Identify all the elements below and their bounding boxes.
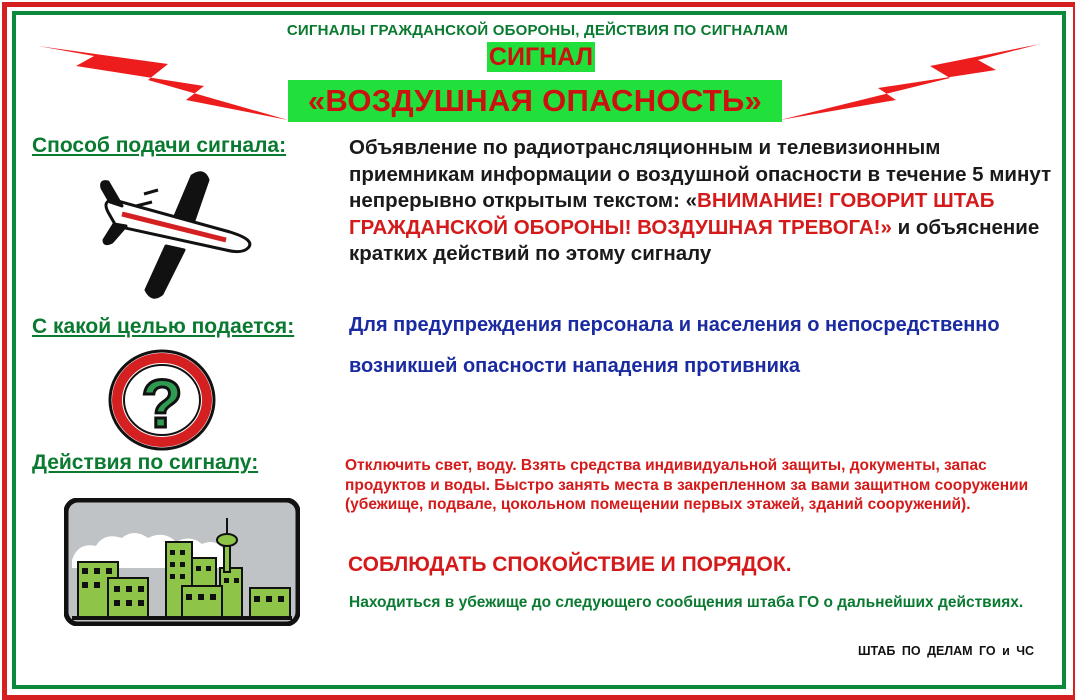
actions-text: Отключить свет, воду. Взять средства индивидуальной защиты, документы, запас продуктов и воды. Быстро занять места в закрепленном за вами защитном сооружении (убежище, подвале, цокольном помещении первых этажей, зданий сооружений). [345,457,1029,513]
method-alert: ВНИМАНИЕ! ГОВОРИТ ШТАБ ГРАЖДАНСКОЙ ОБОРОНЫ! ВОЗДУШНАЯ ТРЕВОГА!» [349,189,995,239]
signal-name-banner: «ВОЗДУШНАЯ ОПАСНОСТЬ» [288,80,782,122]
method-label: Способ подачи сигнала: [32,134,287,157]
method-intro: Объявление по радиотрансляционным и телевизионным приемникам информации о воздушной опасности в течение 5 минут непрерывно открытым текстом: « [349,136,1052,212]
shelter-notice: Находиться в убежище до следующего сообщения штаба ГО о дальнейших действиях. [349,594,1024,611]
method-text [349,135,1054,268]
method-outro: и объяснение кратких действий по этому сигналу [349,215,1040,265]
svg-text:?: ? [141,366,183,442]
lightning-bolt-icon [774,40,1042,124]
calm-notice: СОБЛЮДАТЬ СПОКОЙСТВИЕ И ПОРЯДОК. [348,553,792,576]
purpose-label: С какой целью подается: [32,315,295,338]
footer-signature: ШТАБ ПО ДЕЛАМ ГО и ЧС [858,644,1035,658]
signal-word-banner: СИГНАЛ [488,43,594,71]
actions-label: Действия по сигналу: [32,451,259,474]
lightning-bolt-icon [36,40,296,124]
purpose-text: Для предупреждения персонала и населения о непосредственно возникшей опасности нападения противника [349,314,1000,377]
airplane-icon [100,166,260,306]
question-mark-icon [106,347,218,453]
poster-title: СИГНАЛЫ ГРАЖДАНСКОЙ ОБОРОНЫ, ДЕЙСТВИЯ ПО СИГНАЛАМ [286,22,789,39]
city-skyline-icon [64,498,300,626]
